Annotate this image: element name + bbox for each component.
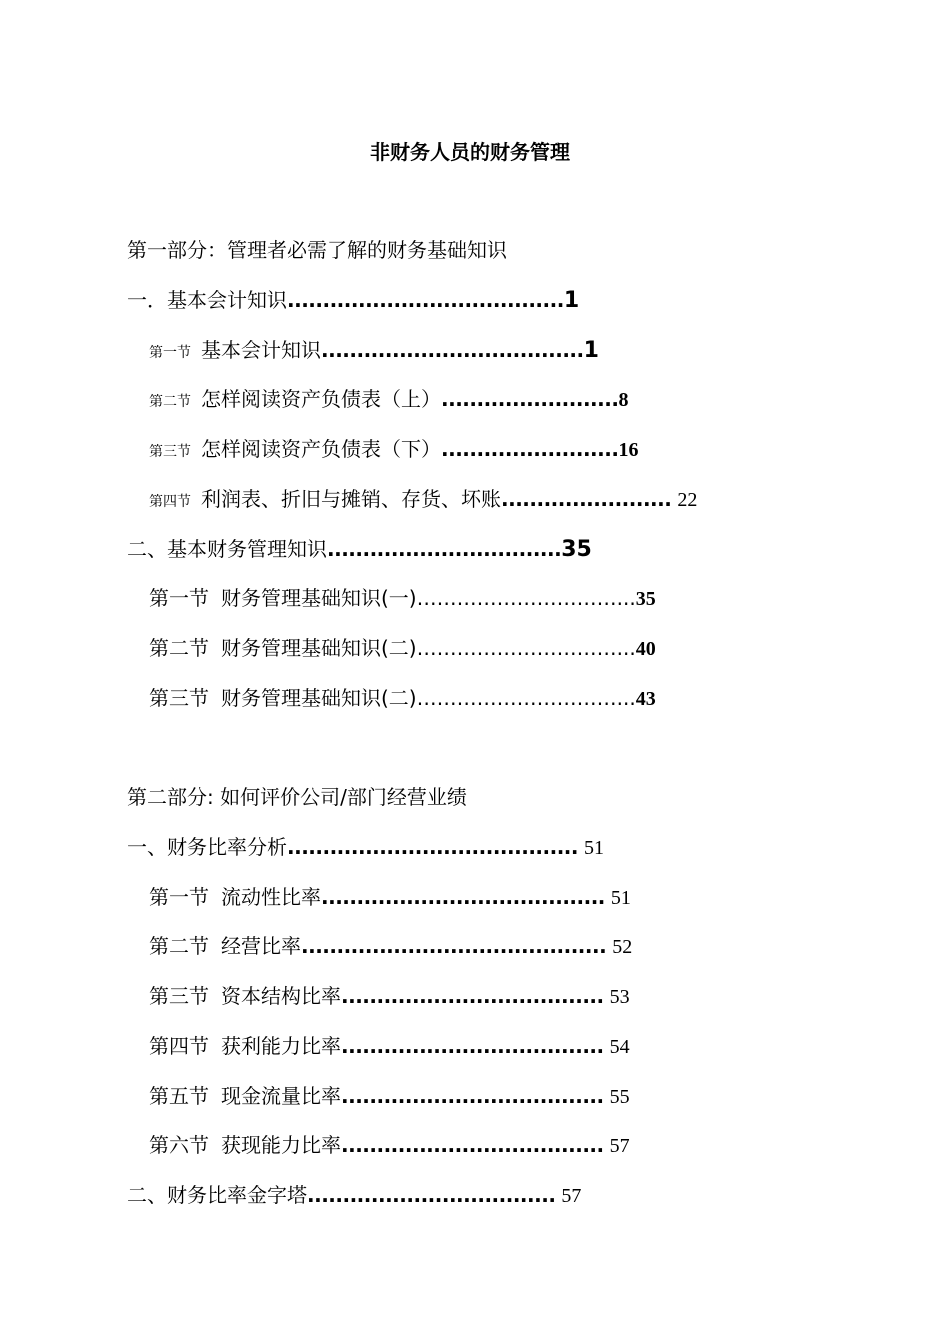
- document-title: 非财务人员的财务管理: [370, 140, 570, 164]
- toc-page: 51: [584, 837, 605, 859]
- toc-label: 财务管理基础知识(一): [221, 586, 417, 610]
- toc-label: 财务管理基础知识(二): [221, 686, 417, 710]
- toc-chapter: [127, 535, 592, 564]
- toc-section: [149, 982, 630, 1011]
- toc-section: [149, 1032, 630, 1061]
- part2-heading: 第二部分: 如何评价公司/部门经营业绩: [127, 785, 467, 809]
- toc-label: 二、基本财务管理知识: [127, 537, 327, 561]
- toc-section-prefix: 第三节: [149, 686, 209, 710]
- toc-section: [149, 883, 631, 912]
- toc-label: 财务管理基础知识(二): [221, 636, 417, 660]
- toc-section: [149, 385, 628, 416]
- part1-heading: 第一部分：管理者必需了解的财务基础知识: [127, 238, 507, 262]
- toc-leader: .........................................: [287, 835, 579, 859]
- toc-section: [149, 634, 656, 663]
- toc-leader: ........................................: [321, 885, 605, 909]
- toc-leader: …………………………...: [416, 586, 636, 610]
- toc-section: [149, 485, 697, 516]
- toc-section-prefix: 第二节: [149, 394, 191, 410]
- toc-leader: ...................................: [307, 1183, 556, 1207]
- toc-label: 现金流量比率: [221, 1084, 341, 1108]
- toc-label: 资本结构比率: [221, 984, 341, 1008]
- toc-page: 35: [561, 537, 592, 562]
- toc-label: 获利能力比率: [221, 1034, 341, 1058]
- toc-label: 一．基本会计知识: [127, 288, 287, 312]
- toc-section-prefix: 第一节: [149, 345, 191, 361]
- toc-label: 一、财务比率分析: [127, 835, 287, 859]
- toc-section-prefix: 第五节: [149, 1084, 209, 1108]
- toc-section: [149, 1131, 630, 1160]
- toc-page: 52: [612, 936, 633, 958]
- toc-label: 怎样阅读资产负债表（下）: [201, 437, 441, 461]
- toc-chapter: [127, 833, 604, 862]
- toc-section: [149, 1082, 630, 1111]
- toc-page: 1: [583, 338, 599, 363]
- toc-section: [149, 435, 638, 466]
- toc-leader: .................................: [327, 537, 562, 561]
- toc-leader: .....................................: [321, 338, 584, 362]
- toc-page: 40: [635, 638, 656, 660]
- toc-page: 8: [618, 389, 629, 411]
- toc-leader: .......................................: [287, 288, 564, 312]
- toc-page: 1: [563, 288, 580, 313]
- toc-page: 43: [635, 688, 656, 710]
- toc-label: 获现能力比率: [221, 1133, 341, 1157]
- toc-section-prefix: 第六节: [149, 1133, 209, 1157]
- toc-section-prefix: 第二节: [149, 934, 209, 958]
- toc-page: 16: [618, 439, 639, 461]
- toc-section: [149, 932, 632, 961]
- toc-leader: .....................................: [341, 1133, 604, 1157]
- toc-leader: .....................................: [341, 1034, 604, 1058]
- toc-page: 57: [561, 1185, 582, 1207]
- toc-page: 51: [610, 887, 631, 909]
- toc-leader: .........................: [441, 437, 619, 461]
- toc-page: 35: [635, 588, 656, 610]
- toc-chapter: [127, 286, 579, 315]
- toc-section-prefix: 第三节: [149, 984, 209, 1008]
- toc-section-prefix: 第四节: [149, 1034, 209, 1058]
- toc-leader: …………………………...: [416, 636, 636, 660]
- toc-label: 利润表、折旧与摊销、存货、坏账: [201, 487, 501, 511]
- toc-section-prefix: 第一节: [149, 586, 209, 610]
- toc-leader: ...........................................: [301, 934, 607, 958]
- toc-chapter: [127, 1181, 581, 1210]
- toc-label: 二、财务比率金字塔: [127, 1183, 307, 1207]
- toc-section-prefix: 第二节: [149, 636, 209, 660]
- toc-section-prefix: 第一节: [149, 885, 209, 909]
- toc-page: 57: [609, 1135, 630, 1157]
- toc-page: 55: [609, 1086, 630, 1108]
- toc-leader: .....................................: [341, 984, 604, 1008]
- toc-leader: .....................................: [341, 1084, 604, 1108]
- toc-label: 流动性比率: [221, 885, 321, 909]
- toc-label: 经营比率: [221, 934, 301, 958]
- toc-page: 53: [609, 986, 630, 1008]
- toc-label: 怎样阅读资产负债表（上）: [201, 387, 441, 411]
- toc-leader: …………………………...: [416, 686, 636, 710]
- toc-page: 22: [677, 489, 698, 511]
- toc-leader: .........................: [441, 387, 619, 411]
- toc-section: [149, 336, 599, 367]
- toc-section: [149, 684, 656, 713]
- toc-leader: ........................: [501, 487, 672, 511]
- toc-section: [149, 584, 656, 613]
- toc-label: 基本会计知识: [201, 338, 321, 362]
- toc-page: 54: [609, 1036, 630, 1058]
- toc-section-prefix: 第四节: [149, 494, 191, 510]
- toc-section-prefix: 第三节: [149, 444, 191, 460]
